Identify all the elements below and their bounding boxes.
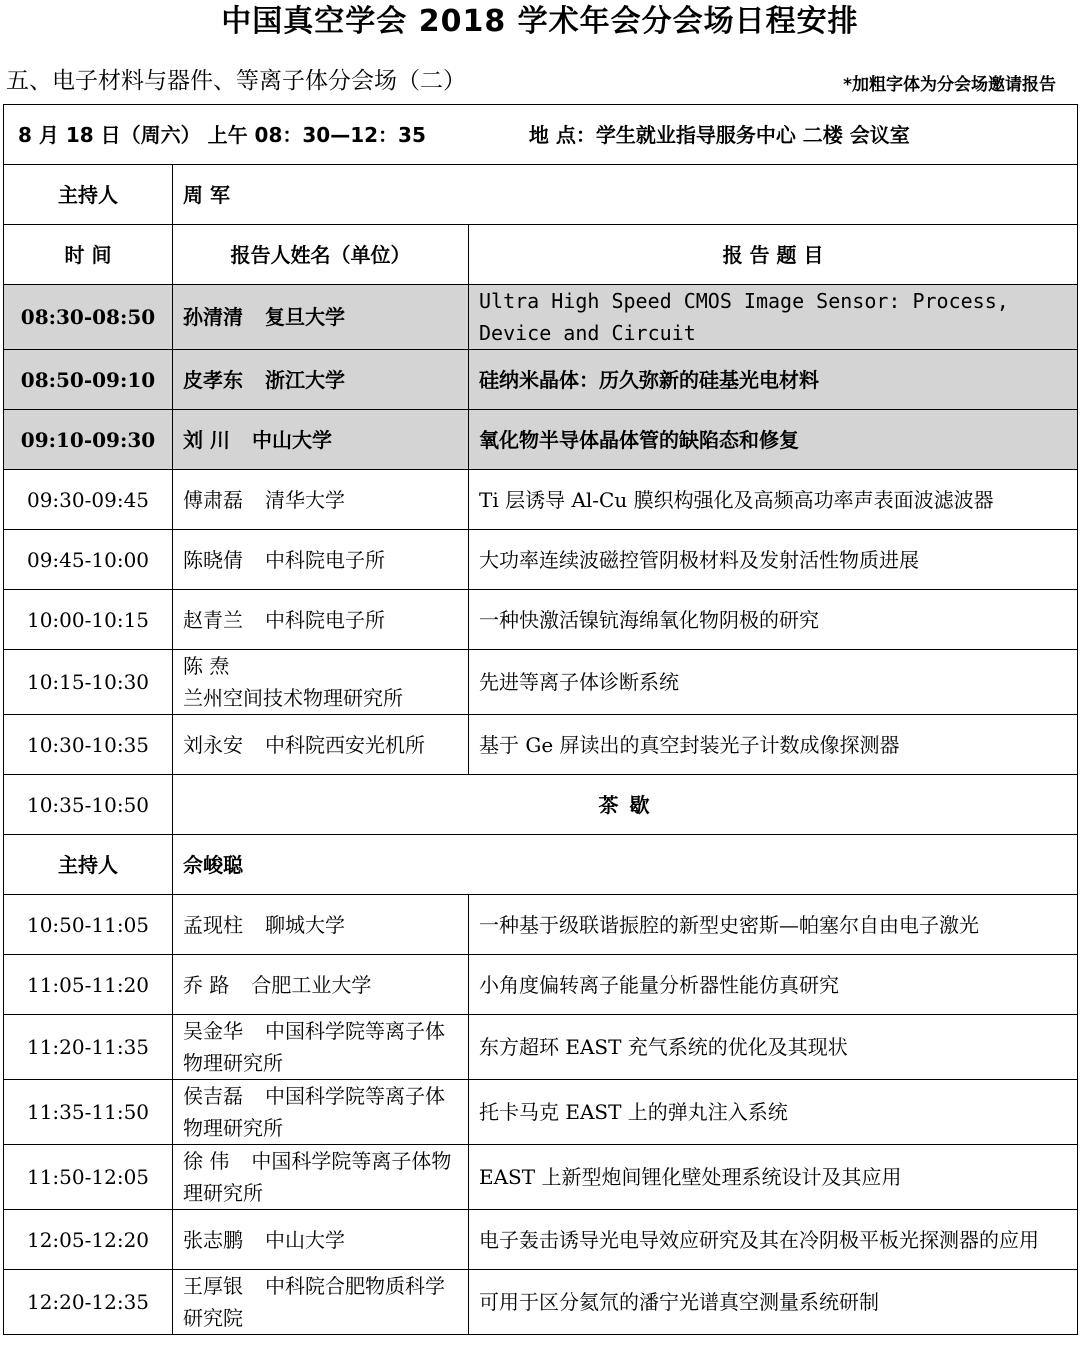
header-topic: 报 告 题 目 (469, 225, 1078, 285)
row-speaker (173, 1270, 469, 1335)
row-speaker (173, 530, 469, 590)
table-row (4, 285, 1078, 350)
table-row (4, 590, 1078, 650)
row-time: 12:20-12:35 (4, 1270, 173, 1335)
speaker-name: 孟现柱 (183, 912, 243, 937)
speaker-name: 陈晓倩 (183, 547, 243, 572)
schedule-table (3, 104, 1078, 1335)
row-speaker (173, 285, 469, 350)
table-row (4, 1270, 1078, 1335)
row-time: 08:50-09:10 (4, 350, 173, 410)
speaker-unit: 浙江大学 (265, 367, 345, 392)
speaker-name: 张志鹏 (183, 1227, 243, 1252)
row-time: 12:05-12:20 (4, 1210, 173, 1270)
section-heading: 五、电子材料与器件、等离子体分会场（二） (6, 68, 466, 94)
speaker-name: 陈 焘 (183, 654, 230, 678)
row-speaker (173, 470, 469, 530)
session-venue: 地 点：学生就业指导服务中心 二楼 会议室 (528, 122, 910, 147)
chair-row-2 (4, 835, 1078, 895)
speaker-name: 皮孝东 (183, 367, 243, 392)
speaker-unit: 合肥工业大学 (251, 972, 372, 997)
row-time: 11:20-11:35 (4, 1015, 173, 1080)
bold-note: *加粗字体为分会场邀请报告 (843, 75, 1056, 95)
header-speaker: 报告人姓名（单位） (173, 225, 469, 285)
row-time: 10:00-10:15 (4, 590, 173, 650)
table-row (4, 715, 1078, 775)
row-speaker (173, 1145, 469, 1210)
speaker-unit: 中国科学院等离子体物理研究所 (183, 1149, 452, 1205)
table-row (4, 955, 1078, 1015)
speaker-unit: 中山大学 (265, 1227, 345, 1252)
row-time: 09:45-10:00 (4, 530, 173, 590)
speaker-unit: 中科院西安光机所 (265, 732, 425, 757)
row-speaker (173, 650, 469, 715)
row-topic: 基于 Ge 屏读出的真空封装光子计数成像探测器 (469, 715, 1078, 775)
speaker-unit: 复旦大学 (265, 305, 345, 329)
row-speaker (173, 590, 469, 650)
speaker-name: 傅肃磊 (183, 487, 243, 512)
row-speaker (173, 1015, 469, 1080)
row-topic: 托卡马克 EAST 上的弹丸注入系统 (469, 1080, 1078, 1145)
header-time: 时 间 (4, 225, 173, 285)
row-time: 10:30-10:35 (4, 715, 173, 775)
row-topic: 一种快激活镍钪海绵氧化物阴极的研究 (469, 590, 1078, 650)
row-speaker (173, 955, 469, 1015)
row-speaker (173, 350, 469, 410)
speaker-name: 侯吉磊 (183, 1084, 243, 1108)
speaker-unit: 中科院电子所 (265, 547, 385, 572)
table-row (4, 470, 1078, 530)
table-row (4, 410, 1078, 470)
row-topic: 一种基于级联谐振腔的新型史密斯—帕塞尔自由电子激光 (469, 895, 1078, 955)
row-topic: Ultra High Speed CMOS Image Sensor: Process, Device and Circuit (469, 285, 1078, 350)
row-time: 11:35-11:50 (4, 1080, 173, 1145)
row-speaker (173, 410, 469, 470)
row-time: 11:50-12:05 (4, 1145, 173, 1210)
row-topic: 先进等离子体诊断系统 (469, 650, 1078, 715)
row-speaker (173, 895, 469, 955)
row-topic: 硅纳米晶体：历久弥新的硅基光电材料 (469, 350, 1078, 410)
tea-break-row (4, 775, 1078, 835)
row-topic: 氧化物半导体晶体管的缺陷态和修复 (469, 410, 1078, 470)
speaker-name: 徐 伟 (183, 1149, 230, 1173)
row-time: 08:30-08:50 (4, 285, 173, 350)
tea-break-label: 茶 歇 (173, 775, 1078, 835)
row-time: 09:10-09:30 (4, 410, 173, 470)
chair-row-1 (4, 165, 1078, 225)
chair-label: 主持人 (4, 165, 173, 225)
speaker-name: 刘 川 (183, 427, 230, 452)
session-info-row (4, 105, 1078, 165)
speaker-name: 刘永安 (183, 732, 243, 757)
speaker-unit: 聊城大学 (265, 912, 345, 937)
row-time: 10:50-11:05 (4, 895, 173, 955)
speaker-name: 王厚银 (183, 1274, 243, 1298)
table-row (4, 1080, 1078, 1145)
row-time: 10:15-10:30 (4, 650, 173, 715)
row-speaker (173, 1210, 469, 1270)
row-topic: 电子轰击诱导光电导效应研究及其在冷阴极平板光探测器的应用 (469, 1210, 1078, 1270)
row-time: 09:30-09:45 (4, 470, 173, 530)
table-row (4, 1210, 1078, 1270)
speaker-unit: 中国科学院等离子体物理研究所 (183, 1084, 445, 1140)
speaker-unit: 兰州空间技术物理研究所 (183, 686, 403, 710)
row-topic: EAST 上新型炮间锂化壁处理系统设计及其应用 (469, 1145, 1078, 1210)
break-time: 10:35-10:50 (4, 775, 173, 835)
chair-label: 主持人 (4, 835, 173, 895)
table-row (4, 650, 1078, 715)
table-row (4, 1015, 1078, 1080)
speaker-name: 吴金华 (183, 1019, 243, 1043)
table-header (4, 225, 1078, 285)
speaker-unit: 中科院电子所 (265, 607, 385, 632)
row-topic: Ti 层诱导 Al-Cu 膜织构强化及高频高功率声表面波滤波器 (469, 470, 1078, 530)
row-topic: 小角度偏转离子能量分析器性能仿真研究 (469, 955, 1078, 1015)
speaker-name: 乔 路 (183, 972, 230, 997)
row-speaker (173, 1080, 469, 1145)
speaker-unit: 中科院合肥物质科学研究院 (183, 1274, 445, 1330)
row-topic: 东方超环 EAST 充气系统的优化及其现状 (469, 1015, 1078, 1080)
speaker-unit: 中山大学 (251, 427, 332, 452)
session-date-time: 8 月 18 日（周六） 上午 08：30—12：35 (18, 122, 426, 147)
speaker-name: 孙清清 (183, 305, 243, 329)
speaker-unit: 清华大学 (265, 487, 345, 512)
row-speaker (173, 715, 469, 775)
table-row (4, 350, 1078, 410)
chair-name: 佘峻聪 (173, 835, 1078, 895)
table-row (4, 1145, 1078, 1210)
page-title: 中国真空学会 2018 学术年会分会场日程安排 (221, 4, 859, 39)
speaker-name: 赵青兰 (183, 607, 243, 632)
row-time: 11:05-11:20 (4, 955, 173, 1015)
table-row (4, 530, 1078, 590)
row-topic: 可用于区分氦氘的潘宁光谱真空测量系统研制 (469, 1270, 1078, 1335)
row-topic: 大功率连续波磁控管阴极材料及发射活性物质进展 (469, 530, 1078, 590)
table-row (4, 895, 1078, 955)
speaker-unit: 中国科学院等离子体物理研究所 (183, 1019, 445, 1075)
chair-name: 周 军 (173, 165, 1078, 225)
